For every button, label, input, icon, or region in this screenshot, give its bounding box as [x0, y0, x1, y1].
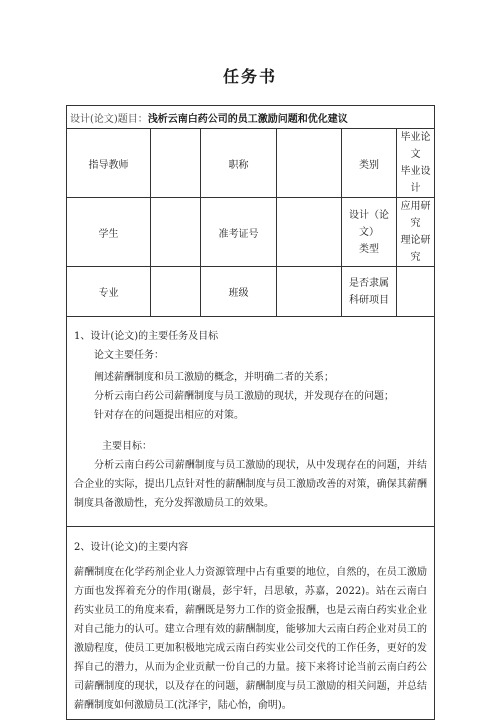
student-value	[151, 198, 201, 267]
section2-heading: 2、设计(论文)的主要内容	[74, 542, 189, 553]
class-label: 班级	[201, 267, 277, 317]
page-title: 任务书	[222, 67, 277, 86]
thesis-type-label-line2: 类型	[359, 243, 379, 255]
advisor-value	[151, 129, 201, 198]
topic-label: 设计(论文)题目：	[70, 113, 148, 125]
thesis-type-options	[397, 198, 435, 267]
exam-id-label: 准考证号	[201, 198, 277, 267]
thesis-type-label-line1: 设计（论文）	[349, 209, 389, 238]
task-item-1: 阐述薪酬制度和员工激励的概念，并明确二者的关系；	[94, 372, 334, 383]
task-item-2: 分析云南白药公司薪酬制度与员工激励的现状，并发现存在的问题；	[94, 391, 394, 402]
topic-value: 浅析云南白药公司的员工激励问题和优化建议	[147, 113, 348, 125]
tasks-label: 论文主要任务：	[94, 350, 164, 361]
research-project-label-line1: 是否隶属	[349, 277, 389, 289]
category-option-thesis: 毕业论文	[400, 132, 431, 160]
research-project-label	[342, 267, 397, 317]
class-value	[277, 267, 342, 317]
goal-label: 主要目标：	[102, 441, 152, 452]
major-label: 专业	[67, 267, 151, 317]
type-option-applied: 应用研究	[400, 201, 431, 229]
major-value	[151, 267, 201, 317]
category-label: 类别	[342, 129, 397, 198]
task-item-3: 针对存在的问题提出相应的对策。	[94, 410, 244, 421]
section2-body: 薪酬制度在化学药剂企业人力资源管理中占有重要的地位，自然的，在员工激励方面也发挥着充分的作用(谢晨，彭宇轩，吕思敏，苏嘉，2022)。站在云南白药实业员工的角度来看，薪酬既是努力工作的资金报酬，也是云南白药实业企业对自己能力的认可。建立合理有效的薪酬制度，能够加大云南白药企业对员工的激励程度，使员工更加积极地完成云南白药实业公司交代的工作任务，更好的发挥自己的潜力，从而为企业贡献一份自己的力量。接下来将讨论当前云南白药公司薪酬制度的现状，以及存在的问题，薪酬制度与员工激励的相关问题，并总结薪酬制度如何激励员工(沈泽宇，陆心怡，俞明)。	[74, 567, 427, 711]
section-tasks-goals	[67, 317, 435, 527]
topic-cell	[67, 106, 435, 129]
advisor-label: 指导教师	[67, 129, 151, 198]
type-option-theory: 理论研究	[400, 235, 431, 263]
thesis-type-label	[342, 198, 397, 267]
task-form-table	[66, 105, 435, 720]
research-project-label-line2: 科研项目	[349, 294, 389, 306]
exam-id-value	[277, 198, 342, 267]
title-label: 职称	[201, 129, 277, 198]
category-option-design: 毕业设计	[400, 166, 431, 194]
section-main-content	[67, 527, 435, 720]
title-value	[277, 129, 342, 198]
category-options	[397, 129, 435, 198]
goal-text: 分析云南白药公司薪酬制度与员工激励的现状，从中发现存在的问题，并结合企业的实际，提出几点针对性的薪酬制度与员工激励改善的对策，确保其薪酬制度具备激励性，充分发挥激励员工的效果。	[74, 460, 427, 509]
student-label: 学生	[67, 198, 151, 267]
research-project-value	[397, 267, 435, 317]
section1-heading: 1、设计(论文)的主要任务及目标	[74, 331, 219, 342]
